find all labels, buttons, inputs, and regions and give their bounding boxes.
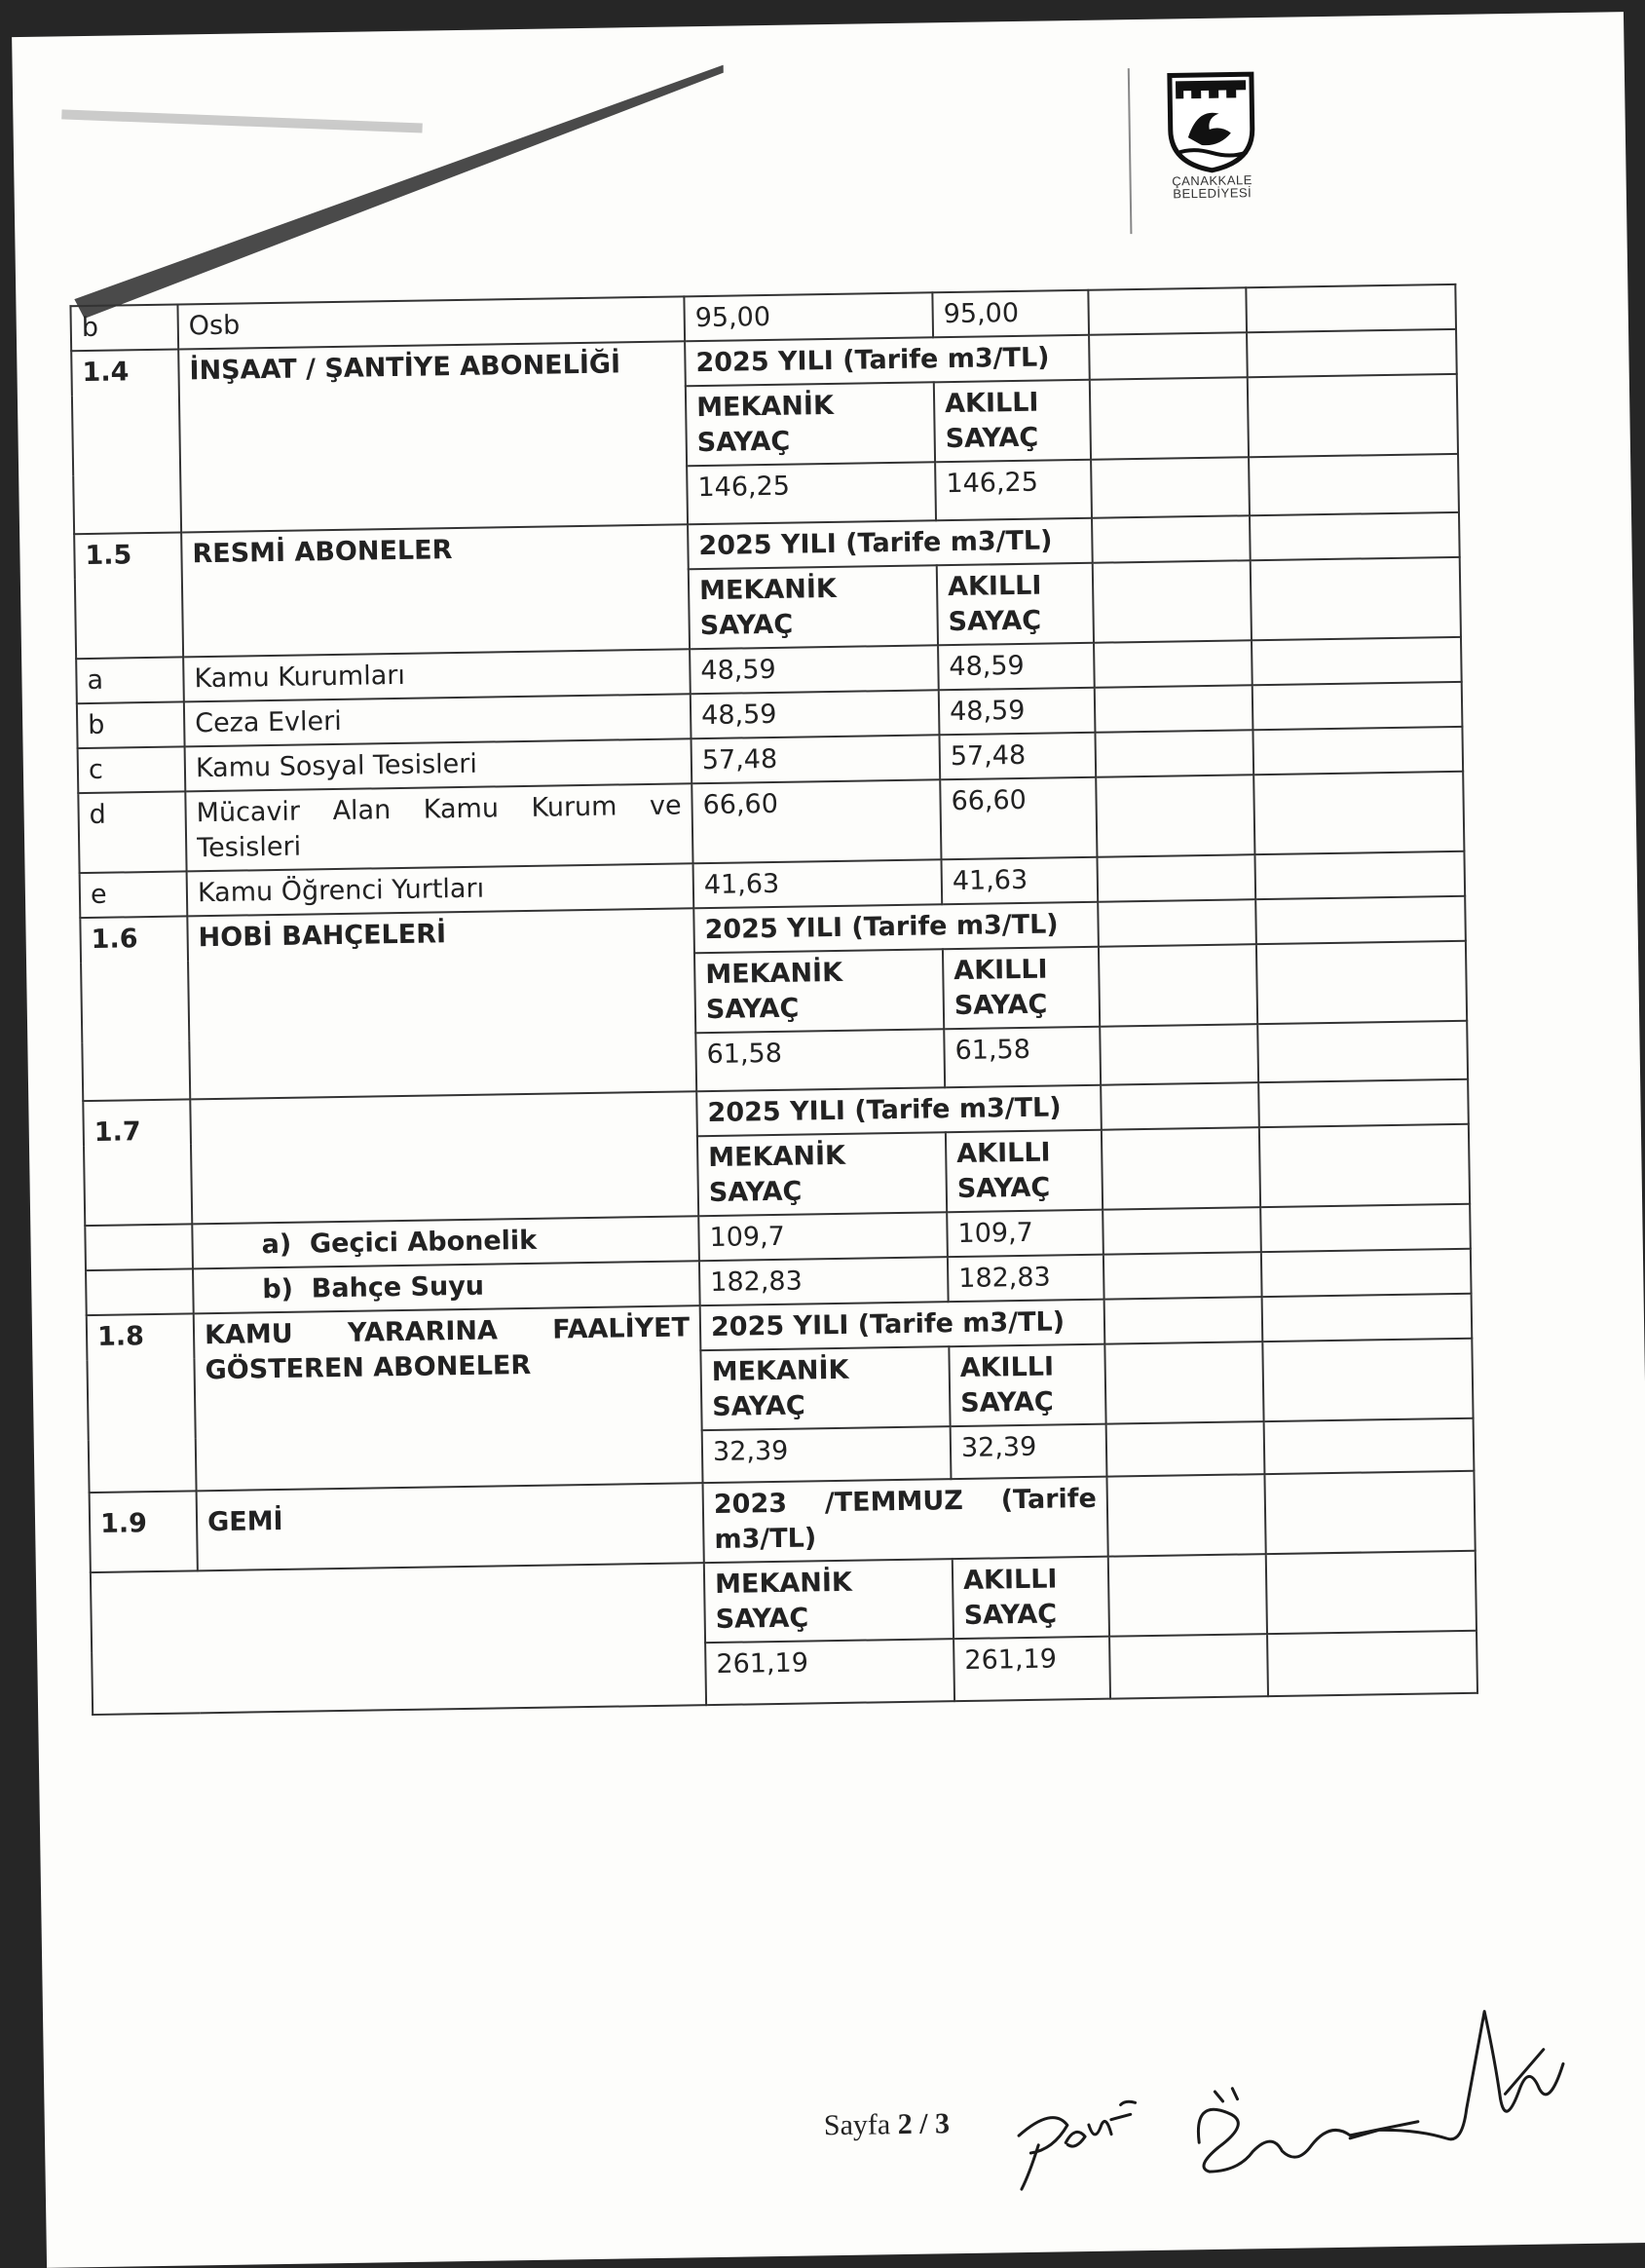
empty-cell — [1266, 1551, 1477, 1634]
empty-cell — [1097, 854, 1255, 902]
empty-cell — [1258, 1079, 1469, 1127]
smart-value: 95,00 — [932, 290, 1089, 338]
empty-cell — [1252, 727, 1463, 775]
empty-cell — [85, 1224, 193, 1270]
smart-value: 41,63 — [941, 857, 1098, 905]
empty-cell — [1255, 896, 1466, 944]
smart-value: 32,39 — [951, 1424, 1107, 1480]
empty-cell — [1093, 560, 1252, 643]
page-number — [824, 2107, 951, 2142]
row-name: Kamu Kurumları — [183, 649, 691, 701]
mechanical-value: 146,25 — [687, 462, 936, 524]
empty-cell — [1252, 637, 1462, 685]
section-title: İNŞAAT / ŞANTİYE ABONELİĞİ — [178, 341, 688, 532]
empty-cell — [1108, 1554, 1267, 1637]
mechanical-header: MEKANİK SAYAÇ — [689, 565, 938, 649]
empty-cell — [1099, 944, 1257, 1027]
section-title: HOBİ BAHÇELERİ — [187, 908, 696, 1099]
section-code: 1.7 — [83, 1099, 192, 1226]
empty-cell — [1100, 1024, 1258, 1085]
row-code: e — [80, 871, 188, 918]
municipality-logo — [1142, 68, 1282, 246]
empty-cell — [1260, 1204, 1471, 1252]
row-name: Ceza Evleri — [184, 694, 692, 746]
row-code: c — [78, 746, 186, 793]
smart-value: 61,58 — [944, 1027, 1101, 1088]
row-code: d — [78, 791, 186, 873]
smart-value: 66,60 — [940, 777, 1097, 860]
smart-value: 48,59 — [939, 688, 1096, 736]
smart-value: 57,48 — [939, 733, 1096, 780]
smart-header: AKILLI SAYAÇ — [949, 1344, 1105, 1427]
empty-cell — [1104, 1342, 1263, 1424]
section-title: KAMU YARARINA FAALİYET GÖSTEREN ABONELER — [194, 1305, 703, 1491]
page-value: 2 / 3 — [897, 2107, 951, 2141]
mechanical-value: 32,39 — [702, 1426, 952, 1483]
tariff-header: 2025 YILI (Tarife m3/TL) — [685, 335, 1090, 387]
empty-cell — [1095, 685, 1253, 733]
tariff-header: 2025 YILI (Tarife m3/TL) — [700, 1300, 1105, 1351]
empty-cell — [1252, 682, 1463, 730]
empty-cell — [1103, 1252, 1262, 1300]
empty-cell — [86, 1268, 194, 1315]
signature-1 — [1019, 2101, 1137, 2189]
smart-header: AKILLI SAYAÇ — [946, 1130, 1103, 1213]
empty-cell — [1246, 284, 1456, 332]
row-name: a) Geçici Abonelik — [192, 1216, 699, 1268]
mechanical-value: 95,00 — [684, 292, 933, 341]
mechanical-value: 48,59 — [690, 645, 939, 694]
tariff-header: 2023 /TEMMUZ (Tarife m3/TL) — [703, 1477, 1108, 1564]
empty-cell — [1256, 941, 1467, 1024]
mechanical-header: MEKANİK SAYAÇ — [704, 1559, 953, 1643]
handwritten-signatures — [958, 1971, 1586, 2214]
signature-3 — [1348, 2010, 1564, 2140]
empty-cell — [1248, 374, 1458, 457]
empty-cell — [1262, 1294, 1473, 1342]
empty-cell — [1251, 557, 1461, 640]
crest-icon — [1162, 68, 1261, 175]
empty-cell — [1101, 1082, 1259, 1130]
mechanical-value: 41,63 — [693, 859, 943, 908]
tariff-table — [69, 284, 1478, 1716]
row-name: Kamu Öğrenci Yurtları — [187, 863, 694, 916]
smart-value: 261,19 — [953, 1637, 1110, 1702]
empty-cell — [1102, 1127, 1260, 1210]
empty-cell — [1088, 287, 1247, 335]
empty-cell — [1264, 1418, 1475, 1474]
mechanical-value: 48,59 — [691, 690, 940, 738]
smart-header: AKILLI SAYAÇ — [934, 380, 1091, 463]
mechanical-header: MEKANİK SAYAÇ — [700, 1346, 950, 1430]
empty-cell — [1098, 899, 1256, 947]
mechanical-value: 109,7 — [698, 1212, 948, 1261]
mechanical-header: MEKANİK SAYAÇ — [694, 949, 944, 1033]
empty-cell — [1096, 775, 1254, 857]
tariff-header: 2025 YILI (Tarife m3/TL) — [693, 902, 1099, 954]
empty-cell — [1106, 1421, 1265, 1477]
section-code: 1.9 — [90, 1491, 198, 1572]
empty-cell — [1106, 1474, 1265, 1557]
smart-header: AKILLI SAYAÇ — [937, 563, 1094, 646]
empty-cell — [1091, 457, 1250, 518]
empty-cell — [1264, 1471, 1475, 1554]
empty-cell — [91, 1563, 706, 1715]
section-code: 1.8 — [87, 1313, 197, 1493]
document-page — [12, 12, 1645, 2268]
row-name: Kamu Sosyal Tesisleri — [185, 738, 692, 791]
mechanical-value: 182,83 — [699, 1257, 949, 1305]
empty-cell — [1261, 1249, 1472, 1297]
smart-header: AKILLI SAYAÇ — [953, 1557, 1109, 1640]
smart-value: 182,83 — [948, 1255, 1104, 1303]
mechanical-value: 261,19 — [705, 1639, 954, 1705]
section-title: RESMİ ABONELER — [181, 524, 690, 657]
empty-cell — [1090, 377, 1249, 460]
section-code: 1.4 — [71, 349, 181, 534]
page-label: Sayfa — [823, 2108, 891, 2142]
empty-cell — [1089, 332, 1248, 380]
empty-cell — [1095, 730, 1253, 777]
tariff-header: 2025 YILI (Tarife m3/TL) — [696, 1085, 1102, 1137]
empty-cell — [1249, 454, 1459, 515]
smart-header: AKILLI SAYAÇ — [943, 947, 1100, 1030]
row-name: Osb — [177, 296, 685, 349]
empty-cell — [1262, 1339, 1473, 1421]
section-code: 1.6 — [80, 916, 190, 1101]
empty-cell — [1094, 640, 1252, 688]
row-name: b) Bahçe Suyu — [193, 1261, 700, 1313]
logo-line-2: BELEDİYESİ — [1173, 185, 1252, 202]
smart-value: 146,25 — [935, 460, 1092, 521]
mechanical-header: MEKANİK SAYAÇ — [697, 1132, 947, 1216]
mechanical-value: 61,58 — [695, 1029, 945, 1091]
empty-cell — [1247, 329, 1457, 377]
smart-value: 48,59 — [938, 643, 1095, 691]
row-code: b — [70, 304, 178, 351]
empty-cell — [1267, 1631, 1477, 1696]
empty-cell — [190, 1091, 698, 1224]
tariff-header: 2025 YILI (Tarife m3/TL) — [688, 518, 1093, 570]
scan-streak-mark — [52, 65, 737, 329]
mechanical-header: MEKANİK SAYAÇ — [686, 382, 935, 466]
empty-cell — [1092, 515, 1251, 563]
logo-divider — [1128, 68, 1133, 234]
section-title: GEMİ — [197, 1483, 704, 1570]
empty-cell — [1250, 512, 1460, 560]
section-code: 1.5 — [74, 532, 183, 659]
empty-cell — [1103, 1207, 1261, 1255]
empty-cell — [1253, 772, 1464, 854]
empty-cell — [1104, 1297, 1263, 1344]
empty-cell — [1109, 1634, 1268, 1699]
row-name: Mücavir Alan Kamu Kurum ve Tesisleri — [185, 783, 692, 871]
empty-cell — [1254, 851, 1465, 899]
empty-cell — [1257, 1021, 1468, 1082]
logo-line-1: ÇANAKKALE — [1172, 172, 1252, 189]
row-code: b — [77, 701, 185, 748]
smart-value: 109,7 — [947, 1210, 1103, 1258]
mechanical-value: 66,60 — [692, 779, 941, 863]
row-code: a — [76, 657, 184, 703]
empty-cell — [1259, 1124, 1470, 1207]
mechanical-value: 57,48 — [692, 735, 941, 783]
